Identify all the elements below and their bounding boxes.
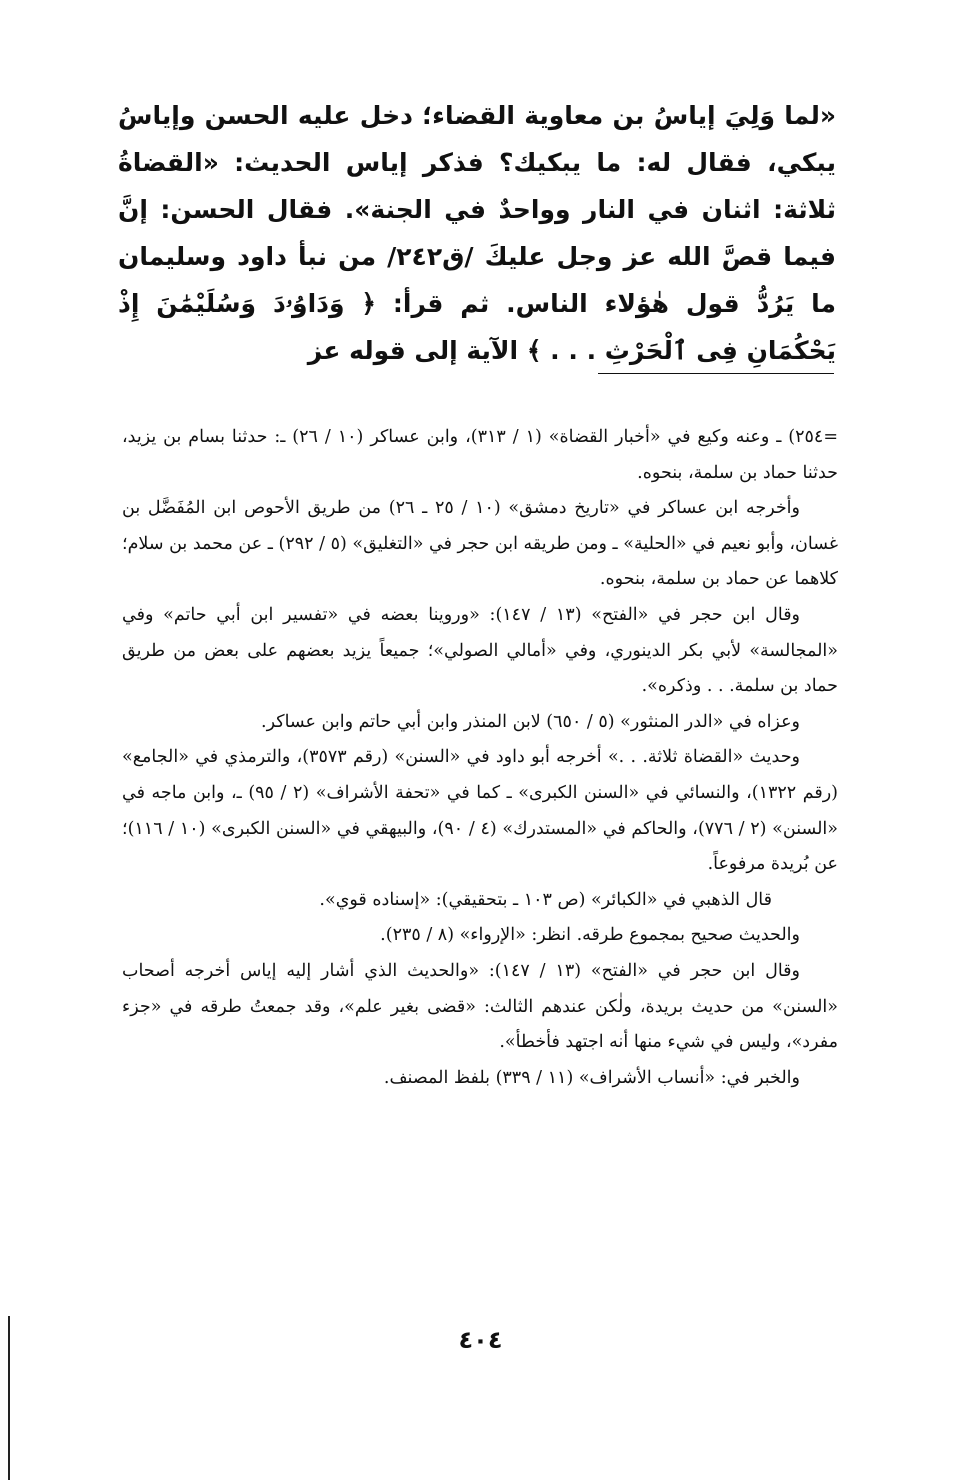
footnote-paragraph: وقال ابن حجر في «الفتح» (١٣ / ١٤٧): «والحديث الذي أشار إليه إياس أخرجه أصحاب «السنن» من حديث بريدة، ولٰكن عندهم الثالث: «قضى بغير علم»، وقد جمعتُ طرقه في «جزء مفرد»، وليس في شيء منها أنه اجتهد فأخطأ». <box>122 960 838 1053</box>
footnote-paragraph: وقال ابن حجر في «الفتح» (١٣ / ١٤٧): «وروينا بعضه في «تفسير ابن أبي حاتم» وفي «المجالسة» لأبي بكر الدينوري، وفي «أمالي الصولي»؛ جميعاً يزيد بعضهم على بعض من طريق حماد بن سلمة. . . وذكره». <box>122 604 838 697</box>
footnote-paragraph: وعزاه في «الدر المنثور» (٥ / ٦٥٠) لابن المنذر وابن أبي حاتم وابن عساكر. <box>261 711 800 732</box>
footnotes <box>122 420 838 1096</box>
footnote-paragraph: قال الذهبي في «الكبائر» (ص ١٠٣ ـ بتحقيقي): «إسناده قوي». <box>319 889 772 910</box>
main-text: «لما وَلِيَ إياسُ بن معاوية القضاء؛ دخل عليه الحسن وإياسُ يبكي، فقال له: ما يبكيك؟ فذكر إياس الحديث: «القضاةُ ثلاثة: اثنان في النار وواحدٌ في الجنة». فقال الحسن: إنَّ فيما قصَّ الله عز وجل عليكَ /ق٢٤٢/ من نبأ داود وسليمان ما يَرُدُّ قول هٰؤلاء الناس. ثم قرأ: ﴿ وَدَاوُۥدَ وَسُلَيْمَٰنَ إِذْ يَحْكُمَانِ فِى ٱلْحَرْثِ . . . ﴾ الآية إلى قوله عز <box>118 101 836 365</box>
page-number: ٤٠٤ <box>458 1326 503 1354</box>
footnote-paragraph: وأخرجه ابن عساكر في «تاريخ دمشق» (١٠ / ٢٥ ـ ٢٦) من طريق الأحوص ابن المُفَضَّل بن غسان، وأبو نعيم في «الحلية» ـ ومن طريقه ابن حجر في «التغليق» (٥ / ٢٩٢) ـ عن محمد بن سلام؛ كلاهما عن حماد بن سلمة، بنحوه. <box>122 498 838 590</box>
scan-edge-line <box>8 1316 10 1480</box>
footnote-paragraph: =٢٥٤) ـ وعنه وكيع في «أخبار القضاة» (١ / ٣١٣)، وابن عساكر (١٠ / ٢٦) ـ: حدثنا بسام بن يزيد، حدثنا حماد بن سلمة، بنحوه. <box>122 427 838 483</box>
footnote-paragraph: وحديث «القضاة ثلاثة. . .» أخرجه أبو داود في «السنن» (رقم ٣٥٧٣)، والترمذي في «الجامع» (رقم ١٣٢٢)، والنسائي في «السنن الكبرى» ـ كما في «تحفة الأشراف» (٢ / ٩٥) ـ، وابن ماجه في «السنن» (٢ / ٧٧٦)، والحاكم في «المستدرك» (٤ / ٩٠)، والبيهقي في «السنن الكبرى» (١٠ / ١١٦)؛ عن بُريدة مرفوعاً. <box>122 747 839 875</box>
footnote-separator <box>598 373 834 374</box>
footnote-paragraph: والخبر في: «أنساب الأشراف» (١١ / ٣٣٩) بلفظ المصنف. <box>383 1067 800 1088</box>
footnote-paragraph: والحديث صحيح بمجموع طرقه. انظر: «الإرواء» (٨ / ٢٣٥). <box>380 925 800 946</box>
